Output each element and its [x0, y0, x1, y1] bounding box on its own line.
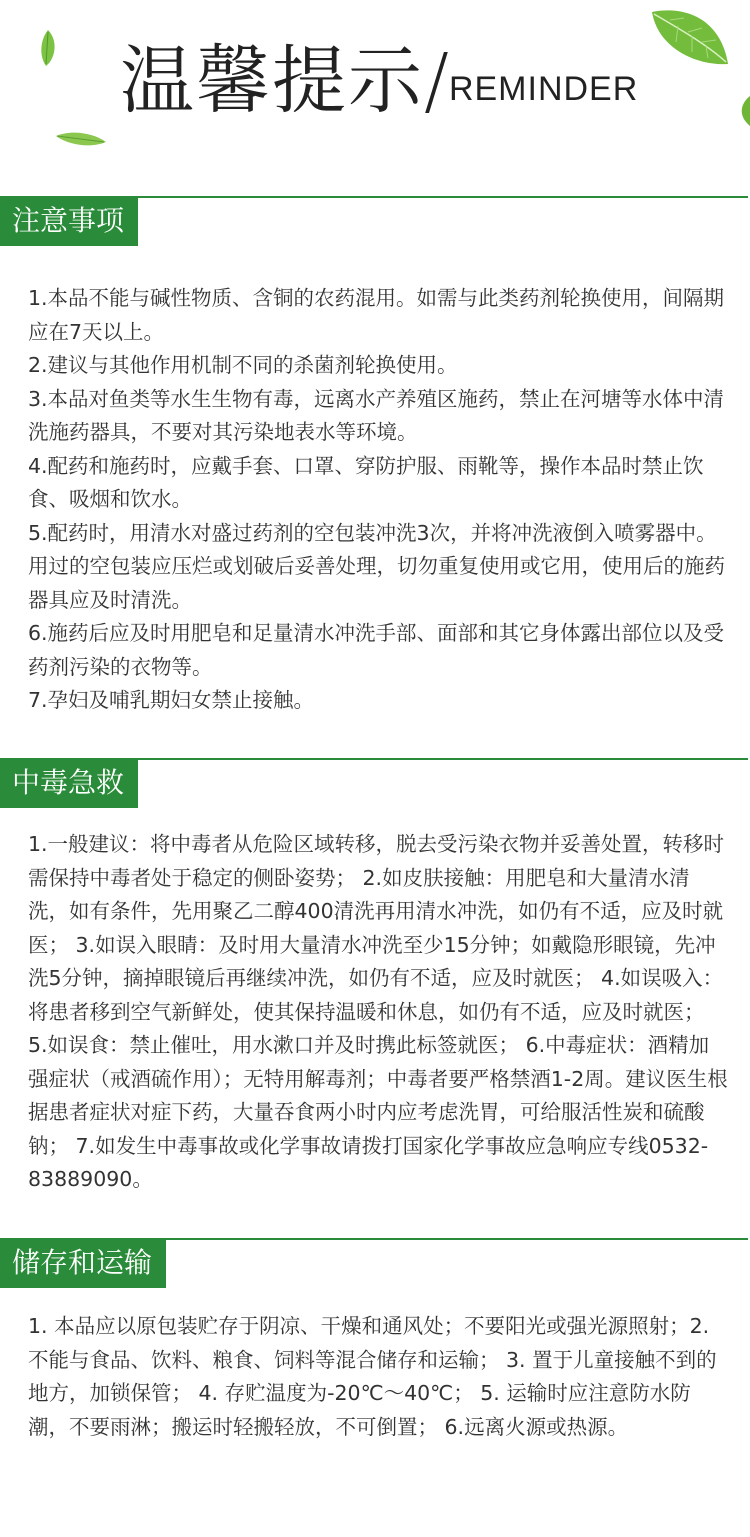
- section-label: 中毒急救: [0, 758, 138, 808]
- page-title: [120, 38, 639, 124]
- title-english: REMINDER: [448, 70, 639, 108]
- list-item: 6.施药后应及时用肥皂和足量清水冲洗手部、面部和其它身体露出部位以及受药剂污染的衣物等。: [28, 621, 725, 679]
- leaf-icon: [648, 6, 732, 70]
- leaf-icon: [54, 128, 108, 150]
- title-chinese: 温馨提示: [120, 38, 424, 124]
- section-first-aid: [0, 758, 750, 1198]
- list-item: 7.孕妇及哺乳期妇女禁止接触。: [28, 688, 315, 712]
- leaf-icon: [736, 96, 750, 126]
- list-item: 2.建议与其他作用机制不同的杀菌剂轮换使用。: [28, 353, 458, 377]
- section-body: [28, 282, 728, 718]
- title-slash: /: [424, 38, 449, 124]
- section-label: 储存和运输: [0, 1238, 166, 1288]
- section-storage-transport: [0, 1238, 750, 1498]
- list-item: 1. 本品应以原包装贮存于阴凉、干燥和通风处；不要阳光或强光源照射；2. 不能与食品、饮料、粮食、饲料等混合储存和运输； 3. 置于儿童接触不到的地方，加锁保管； 4. 存贮温度为-20℃～40℃； 5. 运输时应注意防水防潮，不要雨淋；搬运时轻搬轻放，不可倒置； 6.远离火源或热源。: [28, 1314, 717, 1439]
- section-precautions: [0, 196, 750, 716]
- section-body: [28, 1310, 728, 1444]
- section-body: [28, 828, 728, 1197]
- list-item: 1.一般建议：将中毒者从危险区域转移，脱去受污染衣物并妥善处置，转移时需保持中毒者处于稳定的侧卧姿势； 2.如皮肤接触：用肥皂和大量清水清洗，如有条件，先用聚乙二醇400清洗再用清水冲洗，如仍有不适，应及时就医； 3.如误入眼睛：及时用大量清水冲洗至少15分钟；如戴隐形眼镜，先冲洗5分钟，摘掉眼镜后再继续冲洗，如仍有不适，应及时就医； 4.如误吸入：将患者移到空气新鲜处，使其保持温暖和休息，如仍有不适，应及时就医； 5.如误食：禁止催吐，用水漱口并及时携此标签就医； 6.中毒症状：酒精加强症状（戒酒硫作用）；无特用解毒剂；中毒者要严格禁酒1-2周。建议医生根据患者症状对症下药，大量吞食两小时内应考虑洗胃，可给服活性炭和硫酸钠； 7.如发生中毒事故或化学事故请拨打国家化学事故应急响应专线0532-83889090。: [28, 832, 728, 1191]
- list-item: 4.配药和施药时，应戴手套、口罩、穿防护服、雨靴等，操作本品时禁止饮食、吸烟和饮水。: [28, 453, 704, 511]
- list-item: 5.配药时，用清水对盛过药剂的空包装冲洗3次，并将冲洗液倒入喷雾器中。用过的空包装应压烂或划破后妥善处理，切勿重复使用或它用，使用后的施药器具应及时清洗。: [28, 520, 725, 612]
- list-item: 1.本品不能与碱性物质、含铜的农药混用。如需与此类药剂轮换使用，间隔期应在7天以上。: [28, 286, 725, 344]
- list-item: 3.本品对鱼类等水生生物有毒，远离水产养殖区施药，禁止在河塘等水体中清洗施药器具，不要对其污染地表水等环境。: [28, 386, 725, 444]
- page-header: [0, 0, 750, 196]
- section-label: 注意事项: [0, 196, 138, 246]
- leaf-icon: [36, 28, 60, 68]
